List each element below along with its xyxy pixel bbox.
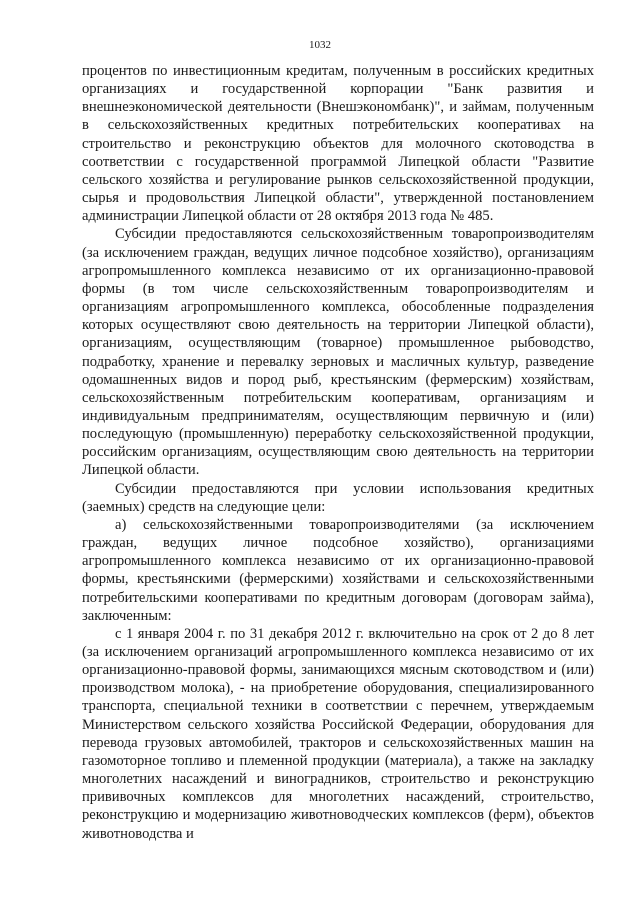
paragraph-2: Субсидии предоставляются сельскохозяйственным товаропроизводителям (за исключением граждан, ведущих личное подсобное хозяйство), организациям агропромышленного комплекса независимо от их организационно-правовой формы (в том числе сельскохозяйственным товаропроизводителям и организациям агропромышленного комплекса, обособленные подразделения которых осуществляют свою деятельность на территории Липецкой области), организациям, осуществляющим (товарное) промышленное рыбоводство, подработку, хранение и перевалку зерновых и масличных культур, разведение одомашненных видов и пород рыб, крестьянским (фермерским) хозяйствам, сельскохозяйственным потребительским кооперативам, организациям и индивидуальным предпринимателям, осуществляющим первичную и (или) последующую (промышленную) переработку сельскохозяйственной продукции, российским организациям, осуществляющим свою деятельность на территории Липецкой области. [82, 226, 594, 479]
paragraph-3: Субсидии предоставляются при условии использования кредитных (заемных) средств на следующие цели: [82, 480, 594, 515]
document-body [82, 62, 594, 843]
page-number: 1032 [309, 39, 331, 51]
paragraph-4: а) сельскохозяйственными товаропроизводителями (за исключением граждан, ведущих личное подсобное хозяйство), организациями агропромышленного комплекса независимо от их организационно-правовой формы, крестьянскими (фермерскими) хозяйствами и сельскохозяйственными потребительскими кооперативами по кредитным договорам (договорам займа), заключенным: [82, 516, 594, 624]
paragraph-1: процентов по инвестиционным кредитам, полученным в российских кредитных организациях и государственной корпорации "Банк развития и внешнеэкономической деятельности (Внешэкономбанк)", и займам, полученным в сельскохозяйственных кредитных потребительских кооперативах на строительство и реконструкцию объектов для молочного скотоводства в соответствии с государственной программой Липецкой области "Развитие сельского хозяйства и регулирование рынков сельскохозяйственной продукции, сырья и продовольствия Липецкой области", утвержденной постановлением администрации Липецкой области от 28 октября 2013 года № 485. [82, 63, 594, 225]
paragraph-5: с 1 января 2004 г. по 31 декабря 2012 г. включительно на срок от 2 до 8 лет (за исключением организаций агропромышленного комплекса независимо от их организационно-правовой формы, занимающихся мясным скотоводством и (или) производством молока), - на приобретение оборудования, специализированного транспорта, специальной техники в соответствии с перечнем, утверждаемым Министерством сельского хозяйства Российской Федерации, оборудования для перевода грузовых автомобилей, тракторов и сельскохозяйственных машин на газомоторное топливо и племенной продукции (материала), а также на закладку многолетних насаждений и виноградников, строительство и реконструкцию прививочных комплексов для многолетних насаждений, строительство, реконструкцию и модернизацию животноводческих комплексов (ферм), объектов животноводства и [82, 625, 594, 842]
